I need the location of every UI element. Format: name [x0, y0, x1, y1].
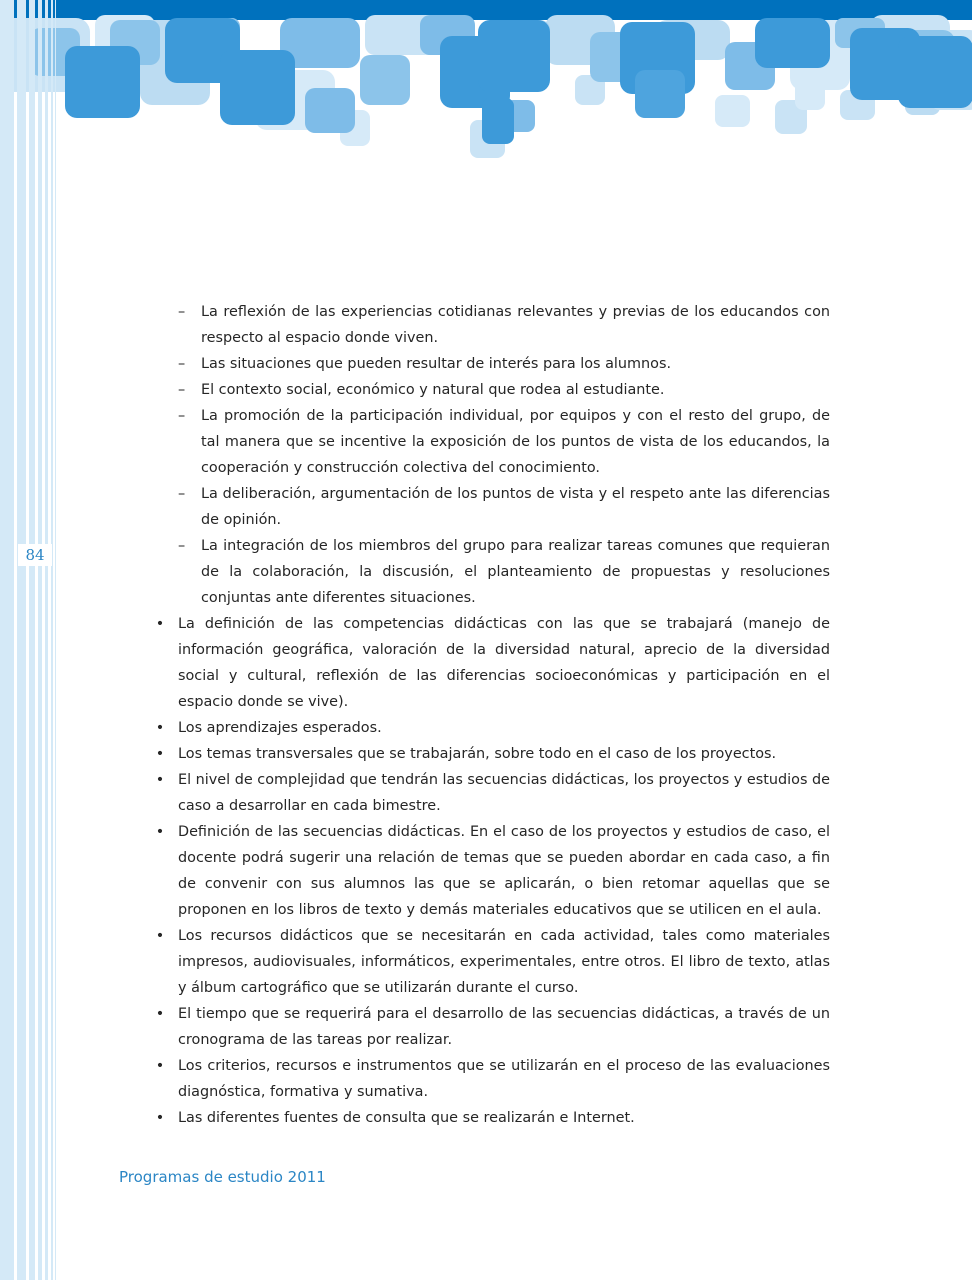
- bullet-list-item: [154, 611, 830, 715]
- bullet-item-text: Las diferentes fuentes de consulta que se realizarán e Internet.: [178, 1110, 635, 1126]
- dash-item-text: Las situaciones que pueden resultar de interés para los alumnos.: [201, 356, 672, 372]
- dash-item-text: La deliberación, argumentación de los puntos de vista y el respeto ante las diferencias de opinión.: [201, 486, 830, 528]
- dash-marker: –: [178, 408, 186, 424]
- bullet-list: [154, 611, 830, 1131]
- bullet-item-text: Los aprendizajes esperados.: [178, 720, 382, 736]
- dash-marker: –: [178, 486, 186, 502]
- dash-list: [154, 299, 830, 611]
- bullet-list-item: [154, 767, 830, 819]
- bullet-list-item: [154, 1001, 830, 1053]
- bullet-item-text: Los criterios, recursos e instrumentos que se utilizarán en el proceso de las evaluaciones diagnóstica, formativa y sumativa.: [178, 1058, 830, 1100]
- left-stripes-decoration: [0, 0, 60, 1280]
- footer-title: Programas de estudio 2011: [119, 1168, 326, 1186]
- bullet-marker: •: [155, 928, 165, 944]
- dash-item-text: La integración de los miembros del grupo para realizar tareas comunes que requieran de la colaboración, la discusión, el planteamiento de propuestas y resoluciones conjuntas ante diferentes situaciones.: [201, 538, 830, 606]
- bullet-item-text: La definición de las competencias didácticas con las que se trabajará (manejo de información geográfica, valoración de la diversidad natural, aprecio de la diversidad social y cultural, reflexión de las diferencias socioeconómicas y participación en el espacio donde se vive).: [178, 616, 830, 710]
- dash-list-item: [154, 299, 830, 351]
- dash-list-item: [154, 351, 830, 377]
- bullet-item-text: Los temas transversales que se trabajarán, sobre todo en el caso de los proyectos.: [178, 746, 777, 762]
- bullet-item-text: Definición de las secuencias didácticas. En el caso de los proyectos y estudios de caso, el docente podrá sugerir una relación de temas que se pueden abordar en cada caso, a fin de convenir con sus alumnos las que se aplicarán, o bien retomar aquellas que se proponen en los libros de texto y demás materiales educativos que se utilicen en el aula.: [178, 824, 830, 918]
- page-number: 84: [18, 544, 52, 566]
- bullet-item-text: Los recursos didácticos que se necesitarán en cada actividad, tales como materiales impresos, audiovisuales, informáticos, experimentales, entre otros. El libro de texto, atlas y álbum cartográfico que se utilizarán durante el curso.: [178, 928, 830, 996]
- bullet-item-text: El nivel de complejidad que tendrán las secuencias didácticas, los proyectos y estudios de caso a desarrollar en cada bimestre.: [178, 772, 831, 814]
- dash-list-item: [154, 481, 830, 533]
- header-squares-decoration: [0, 0, 972, 170]
- dash-marker: –: [178, 382, 186, 398]
- dash-item-text: La reflexión de las experiencias cotidianas relevantes y previas de los educandos con respecto al espacio donde viven.: [201, 304, 830, 346]
- bullet-list-item: [154, 1053, 830, 1105]
- dash-list-item: [154, 403, 830, 481]
- dash-marker: –: [178, 304, 186, 320]
- dash-item-text: La promoción de la participación individual, por equipos y con el resto del grupo, de tal manera que se incentive la exposición de los puntos de vista de los educandos, la cooperación y construcción colectiva del conocimiento.: [201, 408, 830, 476]
- bullet-item-text: El tiempo que se requerirá para el desarrollo de las secuencias didácticas, a través de un cronograma de las tareas por realizar.: [178, 1006, 830, 1048]
- bullet-list-item: [154, 923, 830, 1001]
- bullet-list-item: [154, 741, 830, 767]
- bullet-marker: •: [155, 1058, 165, 1074]
- bullet-marker: •: [155, 746, 165, 762]
- bullet-marker: •: [155, 616, 165, 632]
- dash-list-item: [154, 533, 830, 611]
- bullet-marker: •: [155, 1110, 165, 1126]
- body-content: [154, 299, 830, 1131]
- dash-item-text: El contexto social, económico y natural que rodea al estudiante.: [201, 382, 665, 398]
- dash-marker: –: [178, 538, 186, 554]
- bullet-marker: •: [155, 1006, 165, 1022]
- bullet-marker: •: [155, 720, 165, 736]
- bullet-list-item: [154, 715, 830, 741]
- bullet-list-item: [154, 819, 830, 923]
- dash-list-item: [154, 377, 830, 403]
- dash-marker: –: [178, 356, 186, 372]
- bullet-marker: •: [155, 824, 165, 840]
- bullet-marker: •: [155, 772, 165, 788]
- bullet-list-item: [154, 1105, 830, 1131]
